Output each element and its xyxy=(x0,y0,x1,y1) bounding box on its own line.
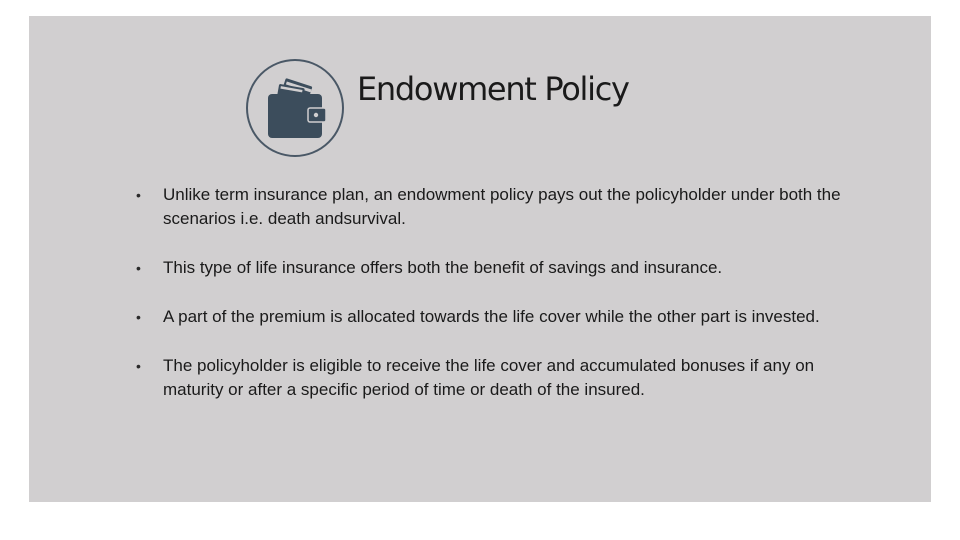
bullet-item: • Unlike term insurance plan, an endowment policy pays out the policyholder under both the scenarios i.e. death andsurvival. xyxy=(136,183,856,231)
slide-background xyxy=(29,16,931,502)
slide-title: Endowment Policy xyxy=(357,70,629,108)
bullet-item: • A part of the premium is allocated towards the life cover while the other part is invested. xyxy=(136,305,856,329)
bullet-list xyxy=(136,183,856,402)
bullet-item: • This type of life insurance offers both the benefit of savings and insurance. xyxy=(136,256,856,280)
wallet-icon xyxy=(245,58,345,158)
bullet-item: • The policyholder is eligible to receive the life cover and accumulated bonuses if any on maturity or after a specific period of time or death of the insured. xyxy=(136,354,856,402)
